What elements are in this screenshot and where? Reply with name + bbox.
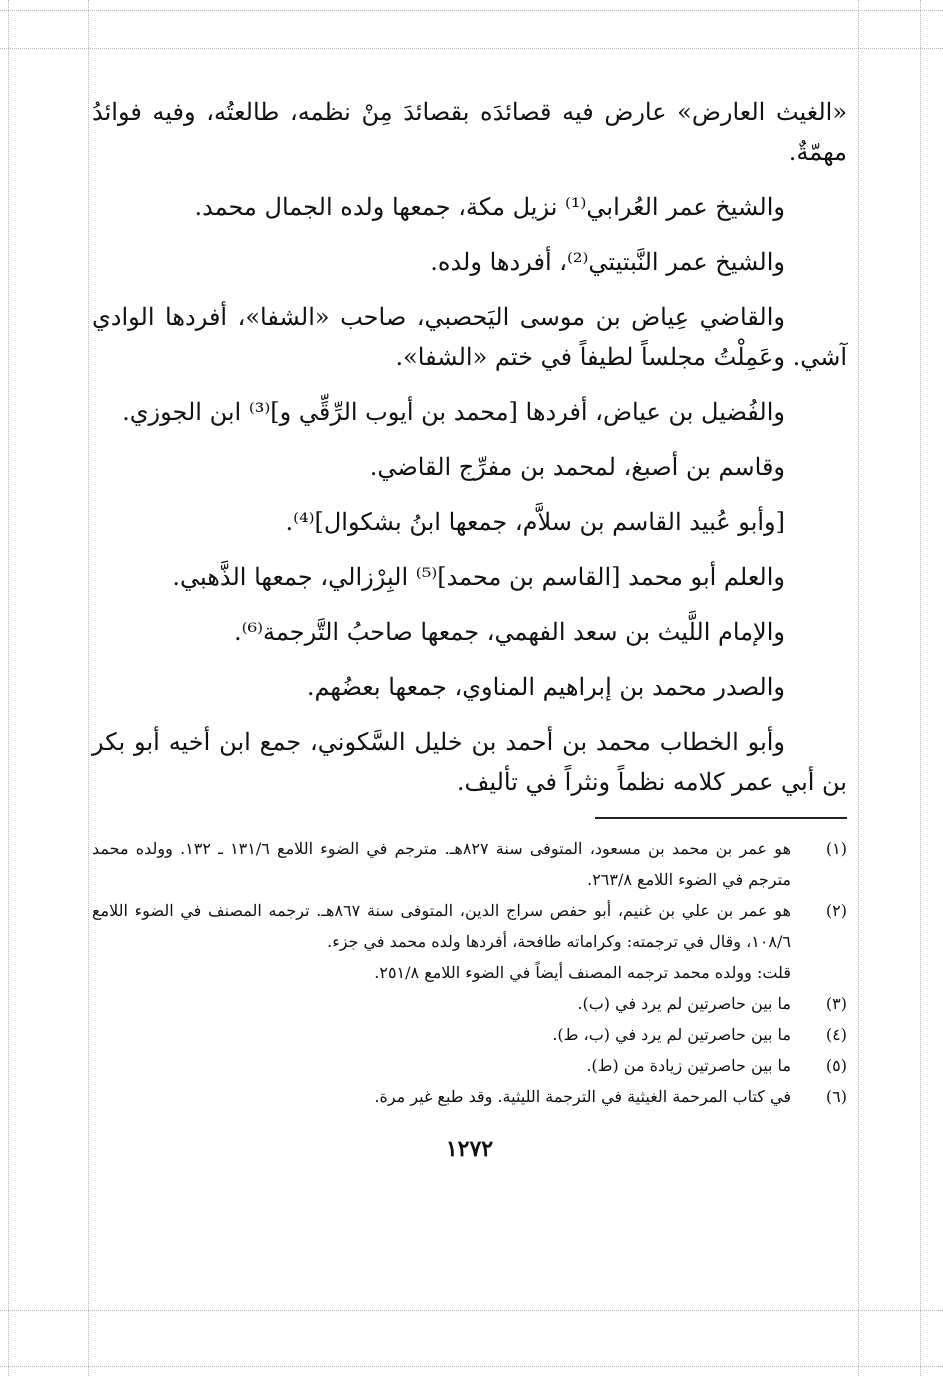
footnote-number: (١) xyxy=(825,839,847,858)
footnote-number: (٤) xyxy=(825,1025,847,1044)
footnote xyxy=(92,1081,847,1112)
paragraph: [وأبو عُبيد القاسم بن سلاَّم، جمعها ابنُ بشكوال]⁽⁴⁾. xyxy=(285,508,785,536)
footnote-text: هو عمر بن محمد بن مسعود، المتوفى سنة ٨٢٧هـ. مترجم في الضوء اللامع ١٣١/٦ ـ ١٣٢. وولده محمد مترجم في الضوء اللامع ٢٦٣/٨. xyxy=(92,839,792,889)
paragraph: وقاسم بن أصبغ، لمحمد بن مفرِّج القاضي. xyxy=(369,453,785,481)
footnote-separator xyxy=(595,817,847,819)
paragraph: «الغيث العارض» عارض فيه قصائدَه بقصائدَ مِنْ نظمه، طالعتُه، وفيه فوائدُ مهمّةٌ. xyxy=(92,98,847,166)
footnote-text: قلت: وولده محمد ترجمه المصنف أيضاً في الضوء اللامع ٢٥١/٨. xyxy=(374,963,791,982)
paragraph: والشيخ عمر النَّبتيتي⁽²⁾، أفردها ولده. xyxy=(430,248,785,276)
paragraph: والعلم أبو محمد [القاسم بن محمد]⁽⁵⁾ البِرْزالي، جمعها الذَّهبي. xyxy=(172,563,785,591)
footnotes xyxy=(92,833,847,1112)
footnote-text: هو عمر بن علي بن غنيم، أبو حفص سراج الدين، المتوفى سنة ٨٦٧هـ. ترجمه المصنف في الضوء اللامع ١٠٨/٦، وقال في ترجمته: وكراماته طافحة، أفردها ولده محمد في جزء. xyxy=(92,901,791,951)
guide-line xyxy=(0,10,943,11)
footnote xyxy=(92,895,847,957)
paragraph: والشيخ عمر العُرابي⁽¹⁾ نزيل مكة، جمعها ولده الجمال محمد. xyxy=(194,193,785,221)
footnote-number: (٣) xyxy=(825,994,847,1013)
guide-line xyxy=(0,1310,943,1311)
footnote-number: (٥) xyxy=(825,1056,847,1075)
footnote xyxy=(92,833,847,895)
footnote-text: ما بين حاصرتين لم يرد في (ب، ط). xyxy=(552,1025,791,1044)
footnote-text: في كتاب المرحمة الغيثية في الترجمة الليثية. وقد طبع غير مرة. xyxy=(374,1087,791,1106)
footnote xyxy=(92,1050,847,1081)
guide-line xyxy=(858,0,859,1376)
paragraph: والقاضي عِياض بن موسى اليَحصبي، صاحب «الشفا»، أفردها الوادي آشي. وعَمِلْتُ مجلساً لطيفاً في ختم «الشفا». xyxy=(92,303,847,371)
document-page xyxy=(92,92,847,1162)
footnote-number: (٢) xyxy=(825,901,847,920)
footnote-text: ما بين حاصرتين لم يرد في (ب). xyxy=(577,994,791,1013)
footnote xyxy=(92,988,847,1019)
paragraph: وأبو الخطاب محمد بن أحمد بن خليل السَّكوني، جمع ابن أخيه أبو بكر بن أبي عمر كلامه نظماً ونثراً في تأليف. xyxy=(92,728,847,796)
guide-line xyxy=(920,0,921,1376)
paragraph: والفُضيل بن عياض، أفردها [محمد بن أيوب الرِّقِّي و]⁽³⁾ ابن الجوزي. xyxy=(122,398,785,426)
guide-line xyxy=(8,0,9,1376)
body-text xyxy=(92,92,847,802)
footnote xyxy=(92,1019,847,1050)
guide-line xyxy=(88,0,89,1376)
footnote-text: ما بين حاصرتين زيادة من (ط). xyxy=(586,1056,791,1075)
footnote-number: (٦) xyxy=(825,1087,847,1106)
page-number: ١٢٧٢ xyxy=(445,1136,494,1162)
footnote-continuation xyxy=(92,957,791,988)
paragraph: والصدر محمد بن إبراهيم المناوي، جمعها بعضُهم. xyxy=(306,673,785,701)
guide-line xyxy=(0,1366,943,1367)
paragraph: والإمام اللَّيث بن سعد الفهمي، جمعها صاحبُ التَّرجمة⁽⁶⁾. xyxy=(233,618,785,646)
guide-line xyxy=(0,48,943,49)
